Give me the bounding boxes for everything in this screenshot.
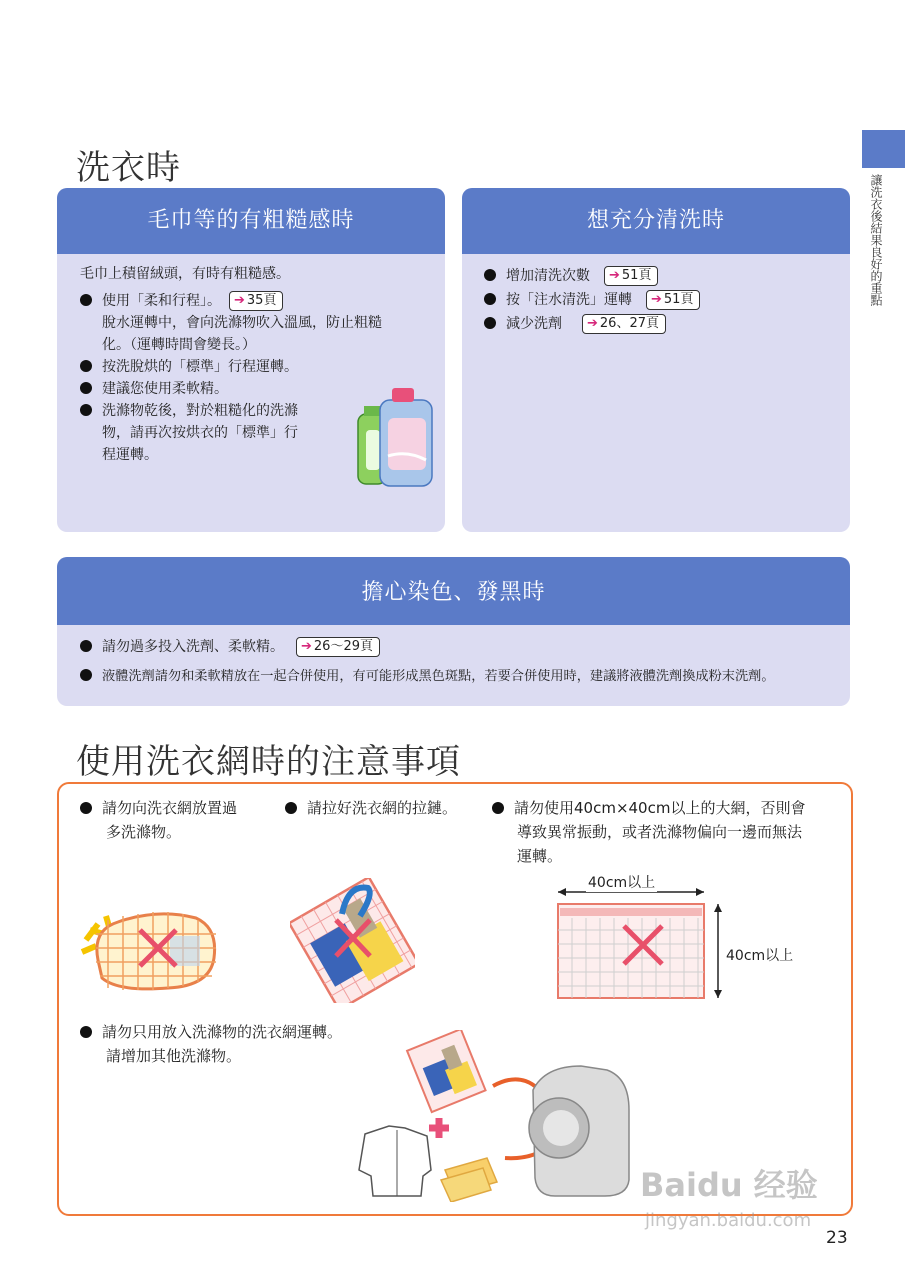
towel-bullet-1-detail: 脫水運轉中，會向洗滌物吹入溫風，防止粗糙 xyxy=(102,315,382,331)
towel-bullet-2: 按洗脫烘的「標準」行程運轉。 xyxy=(80,356,298,378)
dye-bullet-2: 液體洗劑請勿和柔軟精放在一起合併使用，有可能形成黑色斑點，若要合併使用時，建議將液體洗劑換成粉末洗劑。 xyxy=(80,666,775,688)
arrow-right-icon: ➔ xyxy=(609,268,620,283)
baidu-watermark: Baidu 经验 xyxy=(640,1166,818,1204)
bullet-dot-icon xyxy=(484,317,496,329)
net-note-1: 請勿向洗衣網放置過 xyxy=(80,796,237,820)
towel-bullet-3: 建議您使用柔軟精。 xyxy=(80,378,228,400)
bullet-dot-icon xyxy=(80,669,92,681)
overfilled-net-icon xyxy=(78,900,223,992)
bullet-dot-icon xyxy=(80,802,92,814)
panel-dye-title: 擔心染色、發黑時 xyxy=(57,557,850,625)
bullet-dot-icon xyxy=(285,802,297,814)
net-note-1-line2: 多洗滌物。 xyxy=(106,823,182,841)
net-note-4: 請勿只用放入洗滌物的洗衣網運轉。 xyxy=(80,1020,342,1044)
section-title-laundry-net: 使用洗衣網時的注意事項 xyxy=(76,742,461,782)
rinse-bullet-1: 增加清洗次數 ➔ 51頁 xyxy=(484,265,658,287)
net-note-3-line2: 導致異常振動，或者洗滌物偏向一邊而無法 xyxy=(517,823,803,841)
oversized-net-icon xyxy=(552,874,730,1004)
bullet-dot-icon xyxy=(484,293,496,305)
page-ref-26-29[interactable]: ➔ 26〜29頁 xyxy=(296,637,380,657)
panel-rinse xyxy=(462,188,850,532)
towel-bullet-4: 洗滌物乾後，對於粗糙化的洗滌 xyxy=(80,400,298,422)
towel-bullet-4-line3: 程運轉。 xyxy=(102,447,158,463)
bullet-dot-icon xyxy=(80,640,92,652)
baidu-watermark-url: jingyan.baidu.com xyxy=(645,1210,812,1231)
towel-bullet-1: 使用「柔和行程」。 ➔ 35頁 xyxy=(80,290,283,312)
dimension-height-label: 40cm以上 xyxy=(726,948,794,964)
dye-bullet-1: 請勿過多投入洗劑、柔軟精。 ➔ 26〜29頁 xyxy=(80,636,380,658)
side-tab-marker xyxy=(862,130,905,168)
net-note-2: 請拉好洗衣網的拉鏈。 xyxy=(285,796,457,820)
bullet-dot-icon xyxy=(80,404,92,416)
page-ref-26-27[interactable]: ➔ 26、27頁 xyxy=(582,314,666,334)
bullet-dot-icon xyxy=(80,294,92,306)
dimension-width-label: 40cm以上 xyxy=(586,872,657,892)
arrow-right-icon: ➔ xyxy=(651,292,662,307)
towel-bullet-1-detail-2: 化。（運轉時間會變長。） xyxy=(102,337,256,353)
arrow-right-icon: ➔ xyxy=(234,293,245,308)
side-tab-label: 讓洗衣後結果良好的重點 xyxy=(869,174,883,306)
towel-bullet-4-line2: 物，請再次按烘衣的「標準」行 xyxy=(102,425,298,441)
rinse-bullet-3: 減少洗劑 ➔ 26、27頁 xyxy=(484,313,666,335)
page-ref-51a[interactable]: ➔ 51頁 xyxy=(604,266,658,286)
net-note-4-line2: 請增加其他洗滌物。 xyxy=(106,1047,242,1065)
add-laundry-washer-illustration xyxy=(345,1030,635,1202)
bullet-dot-icon xyxy=(80,1026,92,1038)
page-ref-35[interactable]: ➔ 35頁 xyxy=(229,291,283,311)
net-note-3-line3: 運轉。 xyxy=(517,847,563,865)
bullet-dot-icon xyxy=(492,802,504,814)
bullet-dot-icon xyxy=(80,382,92,394)
unzipped-net-icon xyxy=(290,878,415,1003)
panel-towel-title: 毛巾等的有粗糙感時 xyxy=(57,188,445,254)
bullet-dot-icon xyxy=(80,360,92,372)
section-title-washing: 洗衣時 xyxy=(76,148,181,188)
page-ref-51b[interactable]: ➔ 51頁 xyxy=(646,290,700,310)
arrow-right-icon: ➔ xyxy=(587,316,598,331)
net-note-3: 請勿使用40cm×40cm以上的大網，否則會 xyxy=(492,796,805,820)
detergent-bottles-icon xyxy=(352,384,438,488)
arrow-right-icon: ➔ xyxy=(301,639,312,654)
towel-intro: 毛巾上積留絨頭，有時有粗糙感。 xyxy=(80,266,290,282)
panel-rinse-title: 想充分清洗時 xyxy=(462,188,850,254)
rinse-bullet-2: 按「注水清洗」運轉 ➔ 51頁 xyxy=(484,289,700,311)
page-number: 23 xyxy=(826,1228,848,1248)
bullet-dot-icon xyxy=(484,269,496,281)
